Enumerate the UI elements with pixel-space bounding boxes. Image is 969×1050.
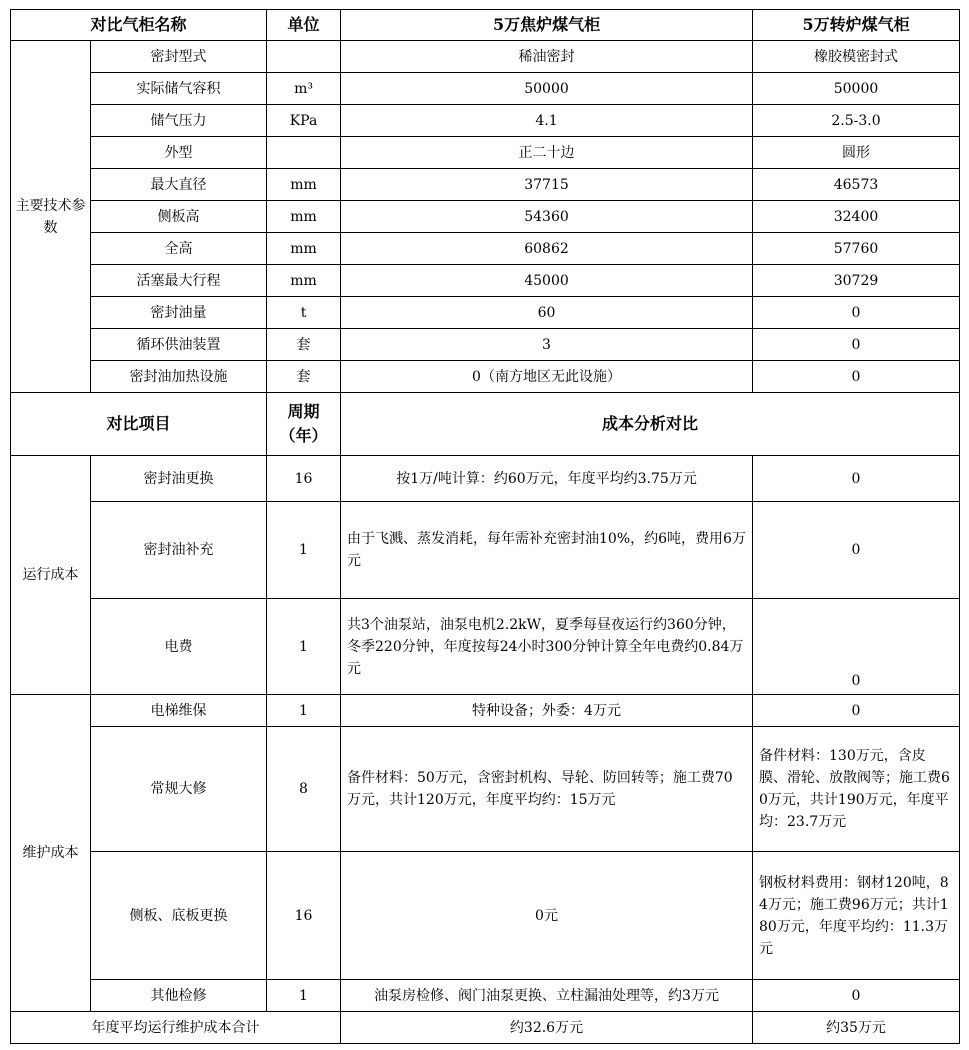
cost-period: 16	[267, 456, 341, 502]
param-value-b: 0	[753, 361, 960, 393]
cost-detail-a: 由于飞溅、蒸发消耗，每年需补充密封油10%，约6吨，费用6万元	[341, 502, 753, 599]
table-row	[11, 105, 960, 137]
table-row	[11, 599, 960, 695]
cost-period: 1	[267, 599, 341, 695]
total-value-a: 约32.6万元	[341, 1012, 753, 1044]
cost-detail-a: 0元	[341, 852, 753, 980]
param-value-a: 3	[341, 329, 753, 361]
operation-group-label: 运行成本	[11, 456, 91, 695]
table-row	[11, 169, 960, 201]
cost-detail-a: 共3个油泵站，油泵电机2.2kW，夏季每昼夜运行约360分钟，冬季220分钟，年度按每24小时300分钟计算全年电费约0.84万元	[341, 599, 753, 695]
param-value-b: 0	[753, 297, 960, 329]
cost-period: 8	[267, 727, 341, 852]
table-row	[11, 137, 960, 169]
param-name: 密封油加热设施	[91, 361, 267, 393]
param-value-b: 0	[753, 329, 960, 361]
table-row	[11, 727, 960, 852]
param-value-b: 32400	[753, 201, 960, 233]
cost-period: 1	[267, 695, 341, 727]
param-value-b: 2.5-3.0	[753, 105, 960, 137]
cost-item-name: 侧板、底板更换	[91, 852, 267, 980]
cost-item-name: 密封油补充	[91, 502, 267, 599]
param-value-a: 37715	[341, 169, 753, 201]
cost-detail-b: 备件材料：130万元，含皮膜、滑轮、放散阀等；施工费60万元，共计190万元，年度平均：23.7万元	[753, 727, 960, 852]
cost-period: 1	[267, 980, 341, 1012]
header-coke-oven-holder: 5万焦炉煤气柜	[341, 10, 753, 41]
table-row	[11, 329, 960, 361]
param-value-a: 稀油密封	[341, 41, 753, 73]
header-name: 对比气柜名称	[11, 10, 267, 41]
header-converter-holder: 5万转炉煤气柜	[753, 10, 960, 41]
param-name: 全高	[91, 233, 267, 265]
param-unit: mm	[267, 201, 341, 233]
header-period: 周期（年）	[267, 393, 341, 456]
param-name: 储气压力	[91, 105, 267, 137]
param-value-b: 50000	[753, 73, 960, 105]
param-unit	[267, 137, 341, 169]
param-unit: t	[267, 297, 341, 329]
header-unit: 单位	[267, 10, 341, 41]
cost-detail-a: 备件材料：50万元，含密封机构、导轮、防回转等；施工费70万元，共计120万元，年度平均约：15万元	[341, 727, 753, 852]
cost-item-name: 电梯维保	[91, 695, 267, 727]
table-row	[11, 502, 960, 599]
cost-detail-b: 0	[753, 980, 960, 1012]
cost-detail-b: 0	[753, 502, 960, 599]
cost-detail-b: 钢板材料费用：钢材120吨，84万元；施工费96万元；共计180万元，年度平均约：11.3万元	[753, 852, 960, 980]
param-value-a: 45000	[341, 265, 753, 297]
param-name: 实际储气容积	[91, 73, 267, 105]
param-name: 循环供油装置	[91, 329, 267, 361]
param-value-a: 50000	[341, 73, 753, 105]
cost-detail-b: 0	[753, 456, 960, 502]
cost-header-row	[11, 393, 960, 456]
param-value-b: 30729	[753, 265, 960, 297]
header-compare-item: 对比项目	[11, 393, 267, 456]
table-row	[11, 361, 960, 393]
cost-item-name: 其他检修	[91, 980, 267, 1012]
param-name: 密封油量	[91, 297, 267, 329]
cost-detail-b: 0	[753, 695, 960, 727]
param-value-a: 0（南方地区无此设施）	[341, 361, 753, 393]
maintenance-group-label: 维护成本	[11, 695, 91, 1012]
param-name: 密封型式	[91, 41, 267, 73]
param-value-b: 圆形	[753, 137, 960, 169]
table-row	[11, 233, 960, 265]
param-unit: m³	[267, 73, 341, 105]
cost-detail-b: 0	[753, 599, 960, 695]
param-name: 活塞最大行程	[91, 265, 267, 297]
param-unit	[267, 41, 341, 73]
cost-detail-a: 按1万/吨计算：约60万元，年度平均约3.75万元	[341, 456, 753, 502]
param-value-b: 46573	[753, 169, 960, 201]
header-cost-analysis: 成本分析对比	[341, 393, 960, 456]
param-unit: KPa	[267, 105, 341, 137]
table-row	[11, 852, 960, 980]
param-unit: mm	[267, 265, 341, 297]
params-group-label: 主要技术参数	[11, 41, 91, 393]
param-value-b: 57760	[753, 233, 960, 265]
param-value-a: 54360	[341, 201, 753, 233]
table-row	[11, 297, 960, 329]
table-row	[11, 265, 960, 297]
cost-item-name: 电费	[91, 599, 267, 695]
header-row	[11, 10, 960, 41]
param-name: 外型	[91, 137, 267, 169]
table-row	[11, 456, 960, 502]
cost-period: 1	[267, 502, 341, 599]
param-value-a: 正二十边	[341, 137, 753, 169]
param-value-b: 橡胶模密封式	[753, 41, 960, 73]
param-name: 最大直径	[91, 169, 267, 201]
table-row	[11, 41, 960, 73]
cost-detail-a: 特种设备；外委：4万元	[341, 695, 753, 727]
total-row	[11, 1012, 960, 1044]
cost-item-name: 密封油更换	[91, 456, 267, 502]
table-row	[11, 201, 960, 233]
total-value-b: 约35万元	[753, 1012, 960, 1044]
param-unit: mm	[267, 233, 341, 265]
cost-item-name: 常规大修	[91, 727, 267, 852]
table-row	[11, 980, 960, 1012]
cost-period: 16	[267, 852, 341, 980]
param-value-a: 60	[341, 297, 753, 329]
param-unit: 套	[267, 361, 341, 393]
param-value-a: 4.1	[341, 105, 753, 137]
param-unit: mm	[267, 169, 341, 201]
param-value-a: 60862	[341, 233, 753, 265]
table-row	[11, 73, 960, 105]
total-label: 年度平均运行维护成本合计	[11, 1012, 341, 1044]
table-row	[11, 695, 960, 727]
cost-detail-a: 油泵房检修、阀门油泵更换、立柱漏油处理等，约3万元	[341, 980, 753, 1012]
gas-holder-comparison-table	[10, 9, 960, 1044]
param-name: 侧板高	[91, 201, 267, 233]
param-unit: 套	[267, 329, 341, 361]
